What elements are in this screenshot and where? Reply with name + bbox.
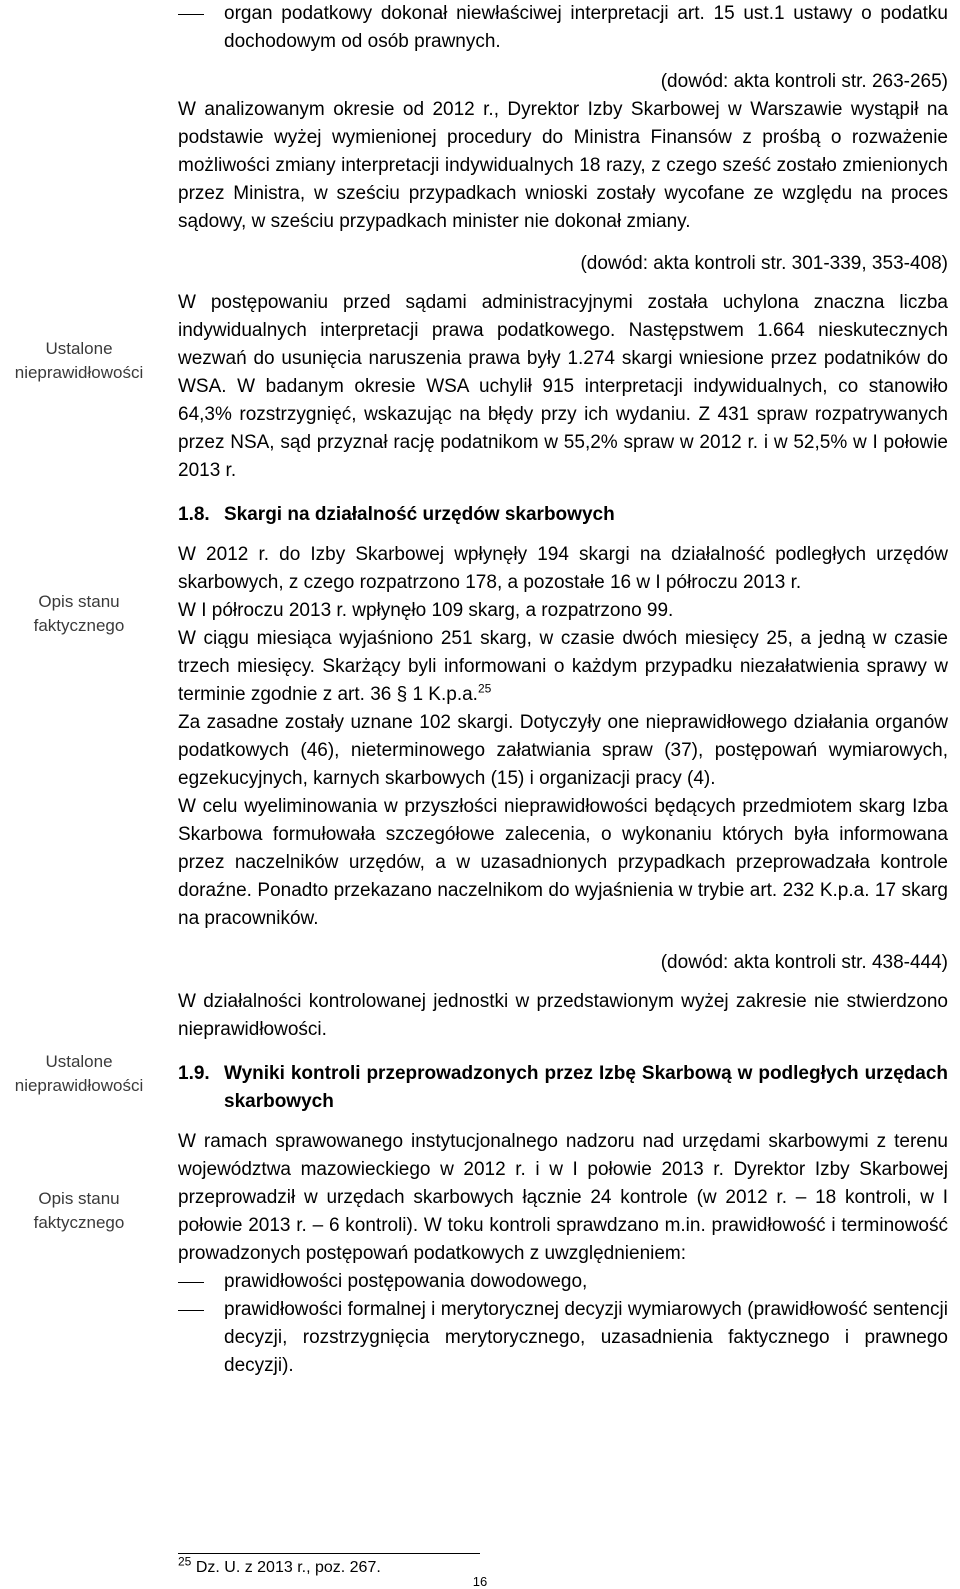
margin-note-line: Opis stanu (38, 1189, 120, 1208)
footnote-divider (178, 1553, 480, 1554)
evidence-reference: (dowód: akta kontroli str. 263-265) (660, 71, 948, 92)
margin-note-line: nieprawidłowości (14, 1076, 144, 1095)
footnote-number: 25 (178, 1554, 192, 1569)
section-title: Wyniki kontroli przeprowadzonych przez Izbę Skarbową w podległych urzędach skarbowych (224, 1063, 948, 1112)
page-number: 16 (472, 1574, 488, 1589)
paragraph: Za zasadne zostały uznane 102 skargi. Dotyczyły one nieprawidłowego działania organów podatkowych (46), nieterminowego załatwiania spraw (37), postępowań wymiarowych, egzekucyjnych, karnych skarbowych (15) i organizacji pracy (4). (178, 712, 948, 789)
section-number: 1.8. (178, 504, 210, 525)
dash-list-item: prawidłowości formalnej i merytorycznej decyzji wymiarowych (prawidłowość sentencji decyzji, rozstrzygnięcia merytorycznego, uzasadnienia faktycznego i prawnego decyzji). (178, 1296, 948, 1380)
paragraph: W ramach sprawowanego instytucjonalnego nadzoru nad urzędami skarbowymi z terenu województwa mazowieckiego w 2012 r. i w I połowie 2013 r. Dyrektor Izby Skarbowej przeprowadził w urzędach skarbowych łącznie 24 kontrole (w 2012 r. – 18 kontroli, w I połowie 2013 r. – 6 kontroli). W toku kontroli sprawdzano m.in. prawidłowość i terminowość prowadzonych postępowań podatkowych z uwzględnieniem: (178, 1131, 948, 1264)
section-heading (178, 501, 948, 529)
main-text (178, 0, 948, 1380)
paragraph-text: W ciągu miesiąca wyjaśniono 251 skarg, w czasie dwóch miesięcy 25, a jedną w czasie trzech miesięcy. Skarżący byli informowani o każdym przypadku niezałatwienia sprawy w terminie zgodnie z art. 36 § 1 K.p.a. (178, 628, 948, 705)
margin-note-irregularities (0, 337, 158, 385)
paragraph: W postępowaniu przed sądami administracyjnymi została uchylona znaczna liczba indywidualnych interpretacji prawa podatkowego. Następstwem 1.664 nieskutecznych wezwań do usunięcia naruszenia prawa były 1.274 skargi wniesione przez podatników do WSA. W badanym okresie WSA uchylił 915 interpretacji indywidualnych, co stanowiło 64,3% rozstrzygnięć, wskazując na błędy przy ich wydaniu. Z 431 spraw rozpatrywanych przez NSA, sąd przyznał rację podatnikom w 55,2% spraw w 2012 r. i w 52,5% w I połowie 2013 r. (178, 292, 948, 481)
margin-note-facts (0, 590, 158, 638)
margin-note-line: faktycznego (33, 616, 125, 635)
paragraph: W analizowanym okresie od 2012 r., Dyrektor Izby Skarbowej w Warszawie wystąpił na podstawie wyżej wymienionej procedury do Ministra Finansów z prośbą o rozważenie możliwości zmiany interpretacji indywidualnych 18 razy, z czego sześć zostało zmienionych przez Ministra, w sześciu przypadkach wnioski zostały wycofane ze względu na proces sądowy, w sześciu przypadkach minister nie dokonał zmiany. (178, 99, 948, 232)
dash-list-item: organ podatkowy dokonał niewłaściwej interpretacji art. 15 ust.1 ustawy o podatku dochodowym od osób prawnych. (178, 0, 948, 56)
paragraph (178, 625, 948, 709)
margin-note-line: faktycznego (33, 1213, 125, 1232)
margin-note-irregularities (0, 1050, 158, 1098)
section-title: Skargi na działalność urzędów skarbowych (224, 504, 615, 525)
margin-note-line: Opis stanu (38, 592, 120, 611)
paragraph: W celu wyeliminowania w przyszłości nieprawidłowości będących przedmiotem skarg Izba Skarbowa formułowała szczegółowe zalecenia, o wykonaniu których była informowana przez naczelników urzędów, a w uzasadnionych przypadkach przeprowadzała kontrole doraźne. Ponadto przekazano naczelnikom do wyjaśnienia w trybie art. 232 K.p.a. 17 skarg na pracowników. (178, 796, 948, 929)
section-number: 1.9. (178, 1063, 210, 1084)
footnote-text: Dz. U. z 2013 r., poz. 267. (195, 1559, 381, 1576)
paragraph: W I półroczu 2013 r. wpłynęło 109 skarg, a rozpatrzono 99. (178, 600, 674, 621)
margin-note-line: Ustalone (45, 339, 113, 358)
footnote-reference: 25 (477, 681, 492, 696)
margin-note-facts (0, 1187, 158, 1235)
paragraph: W działalności kontrolowanej jednostki w przedstawionym wyżej zakresie nie stwierdzono nieprawidłowości. (178, 991, 948, 1040)
section-heading (178, 1060, 948, 1116)
margin-note-line: Ustalone (45, 1052, 113, 1071)
dash-list-item: prawidłowości postępowania dowodowego, (178, 1268, 948, 1296)
evidence-reference: (dowód: akta kontroli str. 438-444) (660, 952, 948, 973)
paragraph: W 2012 r. do Izby Skarbowej wpłynęły 194 skargi na działalność podległych urzędów skarbowych, z czego rozpatrzono 178, a pozostałe 16 w I półroczu 2013 r. (178, 544, 948, 593)
margin-note-line: nieprawidłowości (14, 363, 144, 382)
evidence-reference: (dowód: akta kontroli str. 301-339, 353-408) (580, 253, 948, 274)
